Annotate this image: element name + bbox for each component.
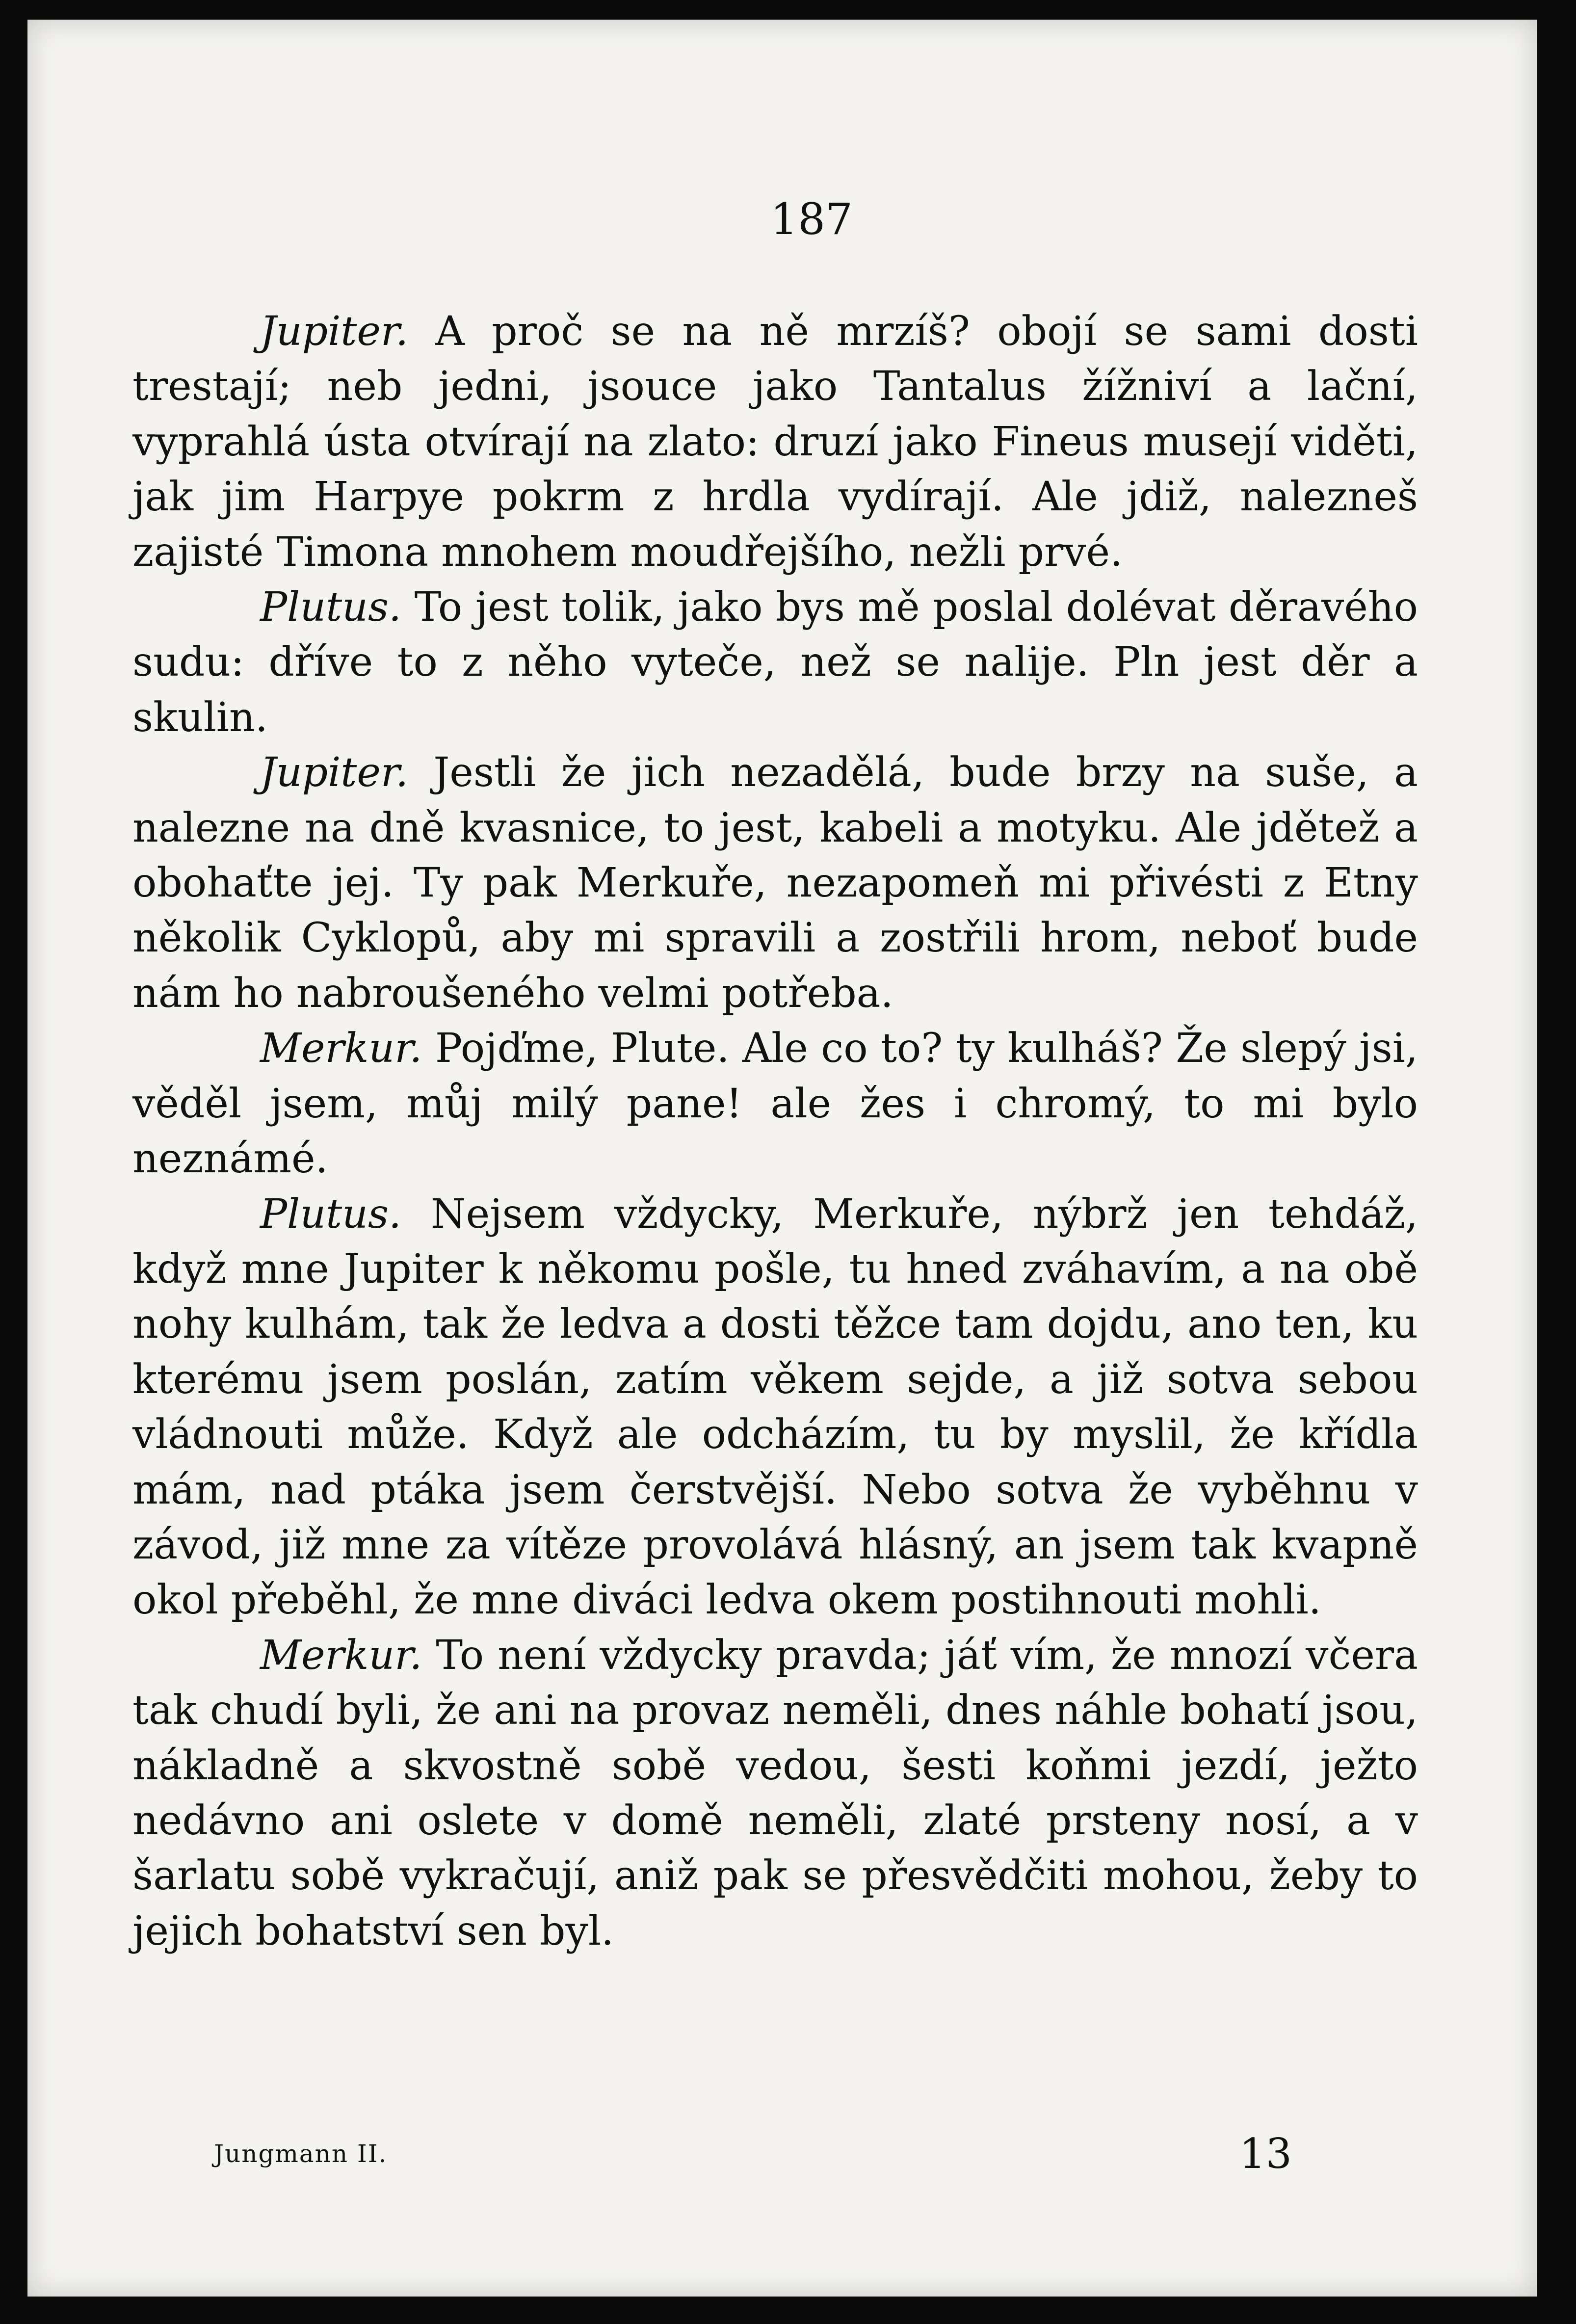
book-page bbox=[27, 20, 1537, 2297]
printer-signature: Jungmann II. bbox=[214, 2139, 388, 2168]
speaker-name: Jupiter. bbox=[260, 308, 409, 355]
sheet-number: 13 bbox=[1239, 2130, 1292, 2178]
paragraph bbox=[132, 304, 1418, 580]
speaker-name: Plutus. bbox=[260, 1190, 402, 1238]
paragraph-text: To jest tolik, jako bys mě poslal dolévat děravého sudu: dříve to z něho vyteče, než se nalije. Pln jest děr a skulin. bbox=[132, 584, 1418, 741]
paragraph bbox=[132, 1628, 1418, 1959]
paragraph-text: Pojďme, Plute. Ale co to? ty kulháš? Že slepý jsi, věděl jsem, můj milý pane! ale žes i chromý, to mi bylo neznámé. bbox=[132, 1025, 1418, 1183]
paragraph bbox=[132, 1187, 1418, 1628]
body-text bbox=[132, 304, 1418, 1959]
speaker-name: Plutus. bbox=[260, 584, 402, 631]
paragraph-text: Nejsem vždycky, Merkuře, nýbrž jen tehdáž, když mne Jupiter k někomu pošle, tu hned zváhavím, a na obě nohy kulhám, tak že ledva a dosti těžce tam dojdu, ano ten, ku kterému jsem poslán, zatím věkem sejde, a již sotva sebou vládnouti může. Když ale odcházím, tu by myslil, že křídla mám, nad ptáka jsem čerstvější. Nebo sotva že vyběhnu v závod, již mne za vítěze provolává hlásný, an jsem tak kvapně okol přeběhl, že mne diváci ledva okem postihnouti mohli. bbox=[132, 1190, 1418, 1624]
speaker-name: Jupiter. bbox=[260, 749, 409, 796]
paragraph-text: A proč se na ně mrzíš? obojí se sami dosti trestají; neb jedni, jsouce jako Tantalus žížniví a lační, vyprahlá ústa otvírají na zlato: druzí jako Fineus musejí viděti, jak jim Harpye pokrm z hrdla vydírají. Ale jdiž, nalezneš zajisté Timona mnohem moudřejšího, nežli prvé. bbox=[132, 308, 1418, 576]
paragraph-text: Jestli že jich nezadělá, bude brzy na suše, a nalezne na dně kvasnice, to jest, kabeli a motyku. Ale jdětež a obohaťte jej. Ty pak Merkuře, nezapomeň mi přivésti z Etny několik Cyklopů, aby mi spravili a zostřili hrom, neboť bude nám ho nabroušeného velmi potřeba. bbox=[132, 749, 1418, 1017]
paragraph bbox=[132, 1021, 1418, 1187]
speaker-name: Merkur. bbox=[260, 1025, 422, 1072]
page-number: 187 bbox=[770, 194, 853, 244]
speaker-name: Merkur. bbox=[260, 1632, 422, 1679]
paragraph-text: To není vždycky pravda; jáť vím, že mnozí včera tak chudí byli, že ani na provaz neměli, dnes náhle bohatí jsou, nákladně a skvostně sobě vedou, šesti koňmi jezdí, ježto nedávno ani oslete v domě neměli, zlaté prsteny nosí, a v šarlatu sobě vykračují, aniž pak se přesvědčiti mohou, žeby to jejich bohatství sen byl. bbox=[132, 1632, 1418, 1954]
paragraph bbox=[132, 745, 1418, 1021]
paragraph bbox=[132, 580, 1418, 745]
